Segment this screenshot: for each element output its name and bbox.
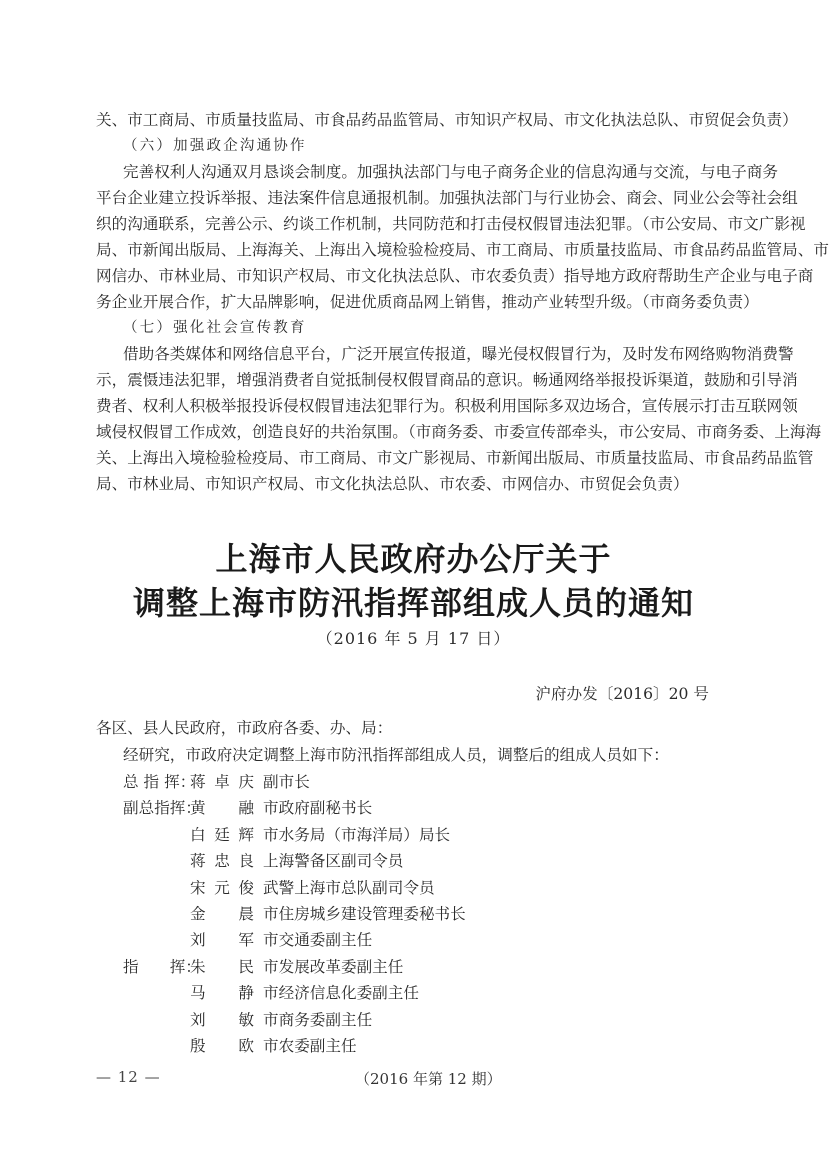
body-line: 务企业开展合作，扩大品牌影响，促进优质商品网上销售，推动产业转型升级。（市商务委负责） — [96, 293, 759, 311]
member-name: 马 静 — [190, 984, 254, 1002]
document-number: 沪府办发〔2016〕20 号 — [535, 685, 709, 703]
body-line: 域侵权假冒工作成效，创造良好的共治氛围。（市商务委、市委宣传部牵头，市公安局、市商务委、上海海 — [96, 423, 822, 441]
body-line: 费者、权利人积极举报投诉侵权假冒违法犯罪行为。积极利用国际多双边场合，宣传展示打击互联网领 — [96, 397, 798, 415]
member-name: 宋元俊 — [190, 879, 254, 897]
body-line: 平台企业建立投诉举报、违法案件信息通报机制。加强执法部门与行业协会、商会、同业公会等社会组 — [96, 189, 798, 207]
issue-label: （2016 年第 12 期） — [355, 1070, 502, 1088]
body-line: 局、市新闻出版局、上海海关、上海出入境检验检疫局、市工商局、市质量技监局、市食品药品监管局、市 — [96, 241, 829, 259]
member-post: 市政府副秘书长 — [263, 799, 373, 817]
member-post: 市商务委副主任 — [263, 1011, 373, 1029]
notice-title-line-1: 上海市人民政府办公厅关于 — [215, 540, 612, 578]
member-post: 市经济信息化委副主任 — [263, 984, 419, 1002]
body-line: 关、上海出入境检验检疫局、市工商局、市文广影视局、市新闻出版局、市质量技监局、市食品药品监管 — [96, 449, 814, 467]
member-post: 副市长 — [263, 773, 310, 791]
body-line: 局、市林业局、市知识产权局、市文化执法总队、市农委、市网信办、市贸促会负责） — [96, 475, 689, 493]
addressee: 各区、县人民政府，市政府各委、办、局： — [96, 719, 393, 737]
body-line: 借助各类媒体和网络信息平台，广泛开展宣传报道，曝光侵权假冒行为，及时发布网络购物消费警 — [123, 345, 794, 363]
member-name: 金 晨 — [190, 905, 254, 923]
member-name: 黄 融 — [190, 799, 254, 817]
body-line: 织的沟通联系，完善公示、约谈工作机制，共同防范和打击侵权假冒违法犯罪。（市公安局、市文广影视 — [96, 215, 806, 233]
member-post: 市发展改革委副主任 — [263, 958, 404, 976]
member-name: 刘 敏 — [190, 1011, 254, 1029]
member-post: 市交通委副主任 — [263, 931, 373, 949]
intro-paragraph: 经研究，市政府决定调整上海市防汛指挥部组成人员，调整后的组成人员如下： — [123, 746, 669, 764]
member-name: 刘 军 — [190, 931, 254, 949]
page-number: — 12 — — [96, 1068, 161, 1086]
section-heading-6: （六）加强政企沟通协作 — [123, 138, 307, 154]
member-post: 市水务局（市海洋局）局长 — [263, 826, 451, 844]
body-line: 关、市工商局、市质量技监局、市食品药品监管局、市知识产权局、市文化执法总队、市贸促会负责） — [96, 111, 798, 129]
member-role: 副总指挥： — [123, 799, 201, 817]
member-post: 上海警备区副司令员 — [263, 852, 404, 870]
member-name: 殷 欧 — [190, 1037, 254, 1055]
member-role: 指 挥： — [123, 958, 201, 976]
member-post: 市住房城乡建设管理委秘书长 — [263, 905, 466, 923]
notice-title-line-2: 调整上海市防汛指挥部组成人员的通知 — [132, 584, 694, 622]
body-line: 完善权利人沟通双月恳谈会制度。加强执法部门与电子商务企业的信息沟通与交流，与电子商务 — [123, 163, 778, 181]
member-post: 武警上海市总队副司令员 — [263, 879, 435, 897]
body-line: 网信办、市林业局、市知识产权局、市文化执法总队、市农委负责）指导地方政府帮助生产企业与电子商 — [96, 267, 814, 285]
notice-date: （2016 年 5 月 17 日） — [316, 629, 511, 648]
member-name: 白廷辉 — [190, 826, 254, 844]
member-role: 总 指 挥： — [123, 773, 196, 791]
section-heading-7: （七）强化社会宣传教育 — [123, 320, 307, 336]
member-name: 朱 民 — [190, 958, 254, 976]
member-name: 蒋卓庆 — [190, 773, 254, 791]
member-name: 蒋忠良 — [190, 852, 254, 870]
body-line: 示，震慑违法犯罪，增强消费者自觉抵制侵权假冒商品的意识。畅通网络举报投诉渠道，鼓励和引导消 — [96, 371, 798, 389]
member-post: 市农委副主任 — [263, 1037, 357, 1055]
